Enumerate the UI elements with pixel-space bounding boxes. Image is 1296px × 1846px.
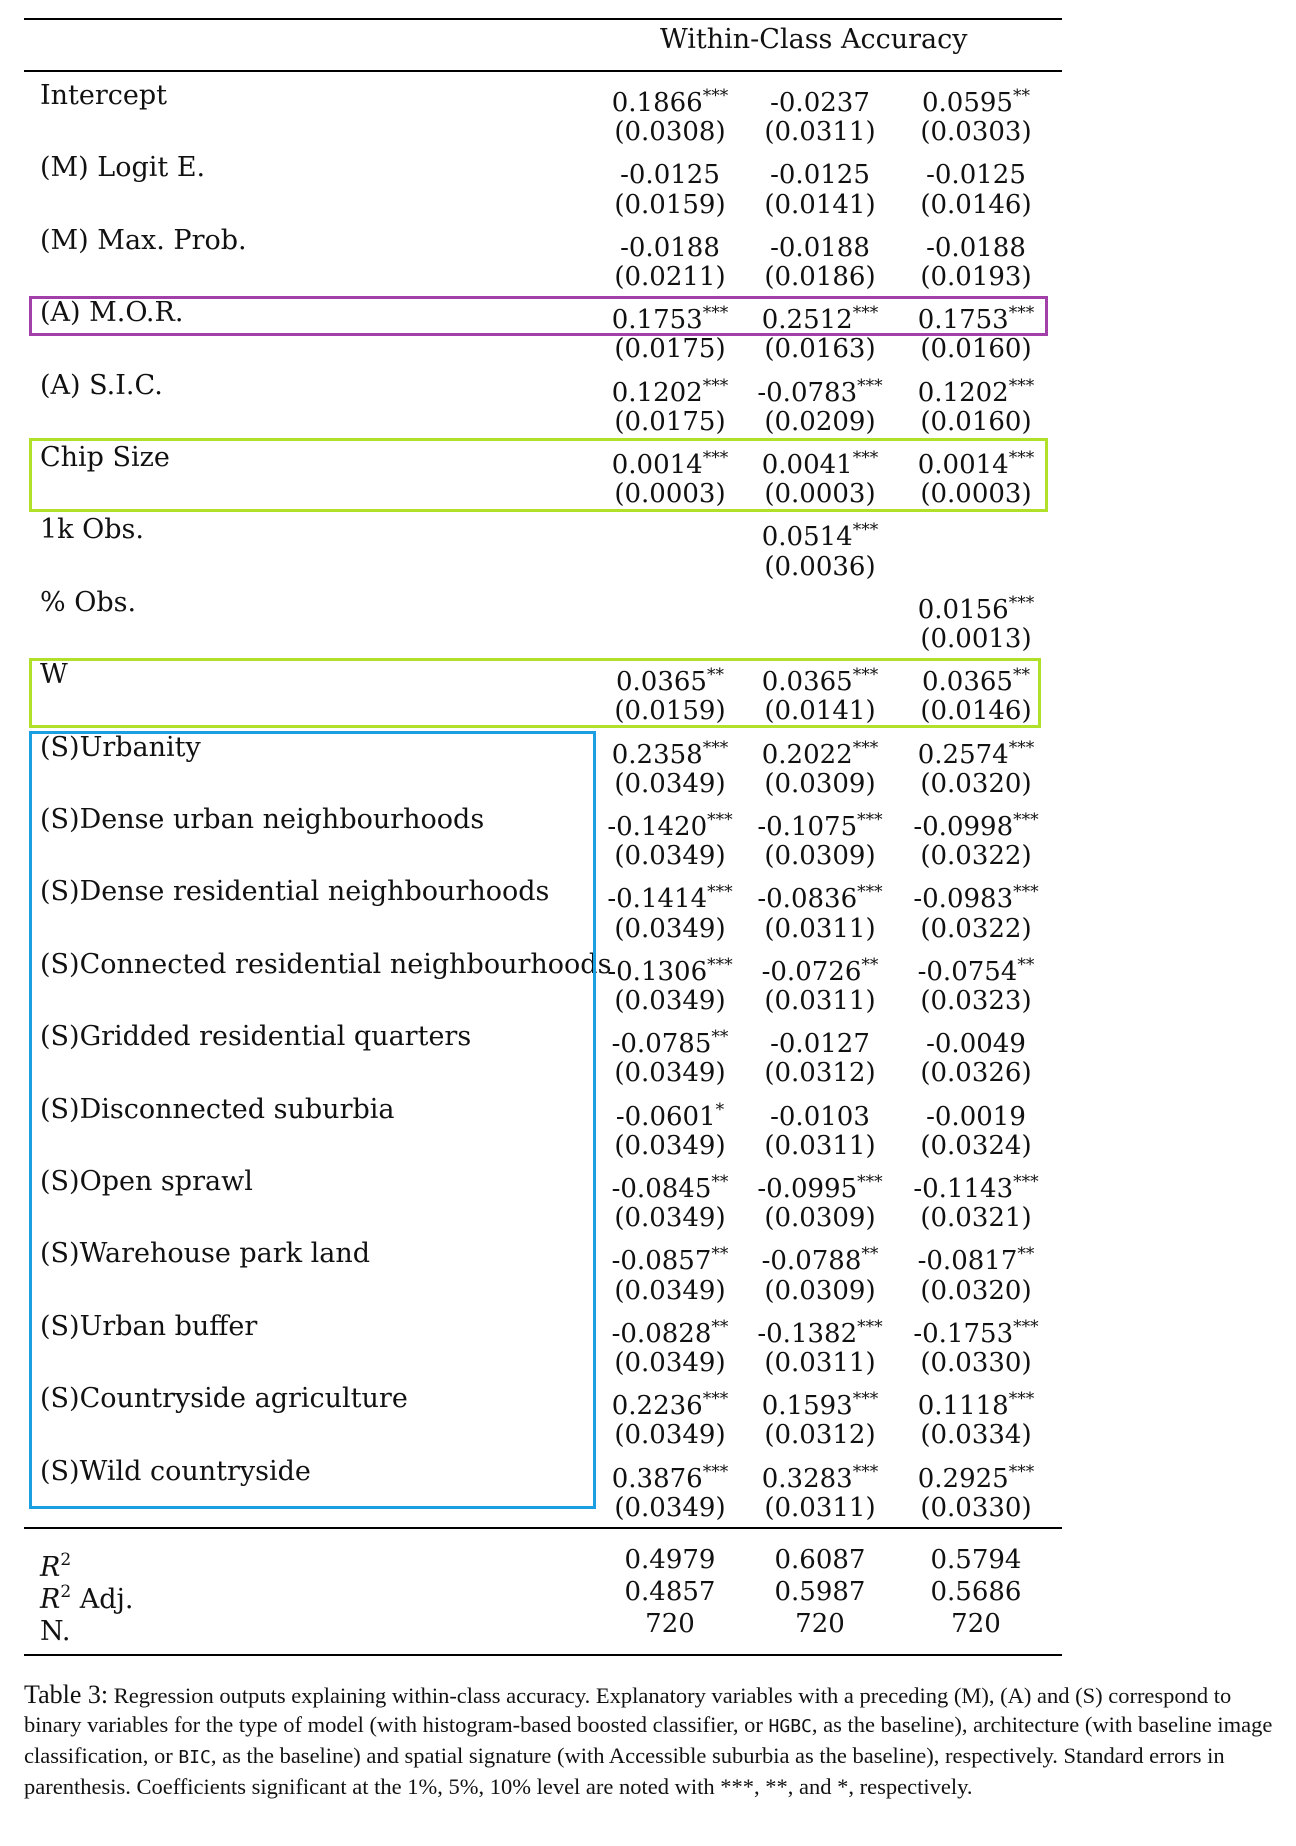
coefficient-value: -0.1753 [913,1318,1014,1349]
coefficient-value: -0.0754 [917,956,1018,987]
row-label: (S)Disconnected suburbia [40,1093,395,1125]
std-error-cell: (0.0211) [614,262,726,292]
significance-stars: *** [857,1316,883,1337]
std-error-cell: (0.0330) [920,1492,1032,1523]
stats-label-main: R [40,1552,61,1583]
stats-value: 720 [951,1609,1001,1639]
row-label: (S)Countryside agriculture [40,1383,408,1415]
coefficient-value: 0.1118 [917,1391,1009,1422]
row-label: (S)Open sprawl [40,1166,253,1197]
significance-stars: *** [702,737,729,758]
significance-stars: *** [1008,448,1035,468]
spatial-signature-highlight-box [29,731,596,1509]
coefficient-value: -0.1306 [607,956,708,987]
std-error-cell: (0.0349) [614,1275,726,1306]
significance-stars: ** [1017,954,1035,975]
row-label: % Obs. [40,586,137,618]
std-error-row [0,331,1296,367]
coefficient-value: -0.1075 [757,812,858,842]
coefficient-value: 0.0365 [922,667,1013,698]
coefficient-value: -0.0828 [611,1318,712,1349]
coefficient-value: 0.0014 [917,450,1009,480]
std-error-cell: (0.0349) [614,986,726,1016]
significance-stars: ** [861,1244,879,1265]
coefficient-value: 0.0365 [616,667,707,698]
significance-stars: *** [1013,1172,1039,1192]
std-error-cell: (0.0003) [920,479,1032,510]
std-error-row [0,259,1296,295]
significance-stars: *** [702,1461,729,1482]
std-error-cell: (0.0349) [614,1203,726,1234]
stats-label-main: N. [40,1616,71,1647]
significance-stars: ** [711,1244,729,1265]
mor-highlight-box [29,296,1048,336]
std-error-cell: (0.0322) [920,913,1032,944]
significance-stars: ** [1012,86,1030,106]
row-label: (S)Urbanity [40,731,201,763]
std-error-cell: (0.0324) [920,1130,1032,1161]
std-error-cell: (0.0160) [920,334,1032,365]
coefficient-value: -0.0845 [611,1174,712,1204]
significance-stars: *** [1008,737,1035,758]
stats-row [0,1574,1296,1615]
std-error-row [0,549,1296,585]
std-error-cell: (0.0311) [764,1348,876,1378]
row-label: (S)Dense urban neighbourhoods [40,804,485,835]
table-caption [24,1680,1294,1801]
coefficient-value: -0.0188 [926,232,1026,263]
table-row [0,150,1296,191]
table-row [0,78,1296,118]
row-label: (S)Dense residential neighbourhoods [40,876,550,908]
coefficient-value: 0.1593 [761,1391,853,1422]
std-error-cell: (0.0311) [764,1130,876,1161]
std-error-cell: (0.0322) [920,841,1032,872]
std-error-row [0,187,1296,223]
w-highlight-box [29,658,1041,728]
std-error-cell: (0.0309) [764,1275,876,1306]
coefficient-value: 0.0041 [761,450,853,480]
stats-label-main: R [40,1584,61,1615]
table-row [0,512,1296,553]
std-error-cell: (0.0311) [764,1492,876,1523]
row-label: (S)Warehouse park land [40,1238,371,1270]
significance-stars: *** [1013,810,1039,830]
std-error-cell: (0.0312) [764,1420,876,1451]
coefficient-value: 0.1202 [611,377,703,408]
stats-row [0,1542,1296,1583]
coefficient-value: -0.0857 [611,1246,712,1277]
std-error-cell: (0.0349) [614,913,726,944]
significance-stars: *** [1008,1389,1035,1410]
significance-stars: *** [852,520,879,541]
std-error-cell: (0.0349) [614,1492,726,1523]
stats-value: 0.4857 [624,1577,716,1607]
std-error-cell: (0.0311) [764,913,876,944]
coefficient-value: -0.1382 [757,1318,858,1349]
std-error-cell: (0.0013) [920,624,1032,654]
significance-stars: *** [702,375,729,396]
coefficient-value: -0.0188 [620,232,720,263]
chip-size-highlight-box [29,438,1048,512]
significance-stars: *** [852,448,879,468]
coefficient-value: -0.0836 [757,884,858,915]
stats-label-superscript: 2 [60,1550,72,1570]
std-error-cell: (0.0311) [764,986,876,1016]
top-rule [24,18,1062,20]
coefficient-value: 0.1753 [611,305,703,336]
stats-value: 0.5987 [774,1577,866,1607]
std-error-cell: (0.0003) [764,479,876,510]
significance-stars: *** [702,1389,729,1410]
header-rule [24,70,1062,72]
coefficient-value: -0.1414 [607,884,708,915]
significance-stars: *** [852,665,879,686]
coefficient-value: -0.0783 [757,377,858,408]
stats-value: 0.4979 [624,1545,716,1575]
row-label: (S)Urban buffer [40,1310,258,1342]
coefficient-value: 0.0595 [922,88,1013,118]
significance-stars: ** [711,1316,729,1337]
significance-stars: *** [707,882,733,903]
coefficient-value: -0.0125 [620,160,720,191]
std-error-cell: (0.0349) [614,1058,726,1089]
row-label: (M) Max. Prob. [40,224,247,256]
std-error-row [0,621,1296,657]
coefficient-value: -0.1420 [607,812,708,842]
coefficient-value: -0.0788 [761,1246,862,1277]
coefficient-value: -0.0237 [770,88,870,118]
significance-stars: *** [1013,882,1039,903]
stats-rule [24,1527,1062,1529]
significance-stars: *** [857,810,883,830]
significance-stars: *** [1008,1461,1035,1482]
significance-stars: *** [1008,303,1035,324]
coefficient-value: -0.0127 [770,1029,870,1060]
significance-stars: * [715,1099,725,1120]
row-label: (A) S.I.C. [40,369,163,401]
caption-label: Table 3: [24,1680,109,1709]
std-error-cell: (0.0349) [614,1348,726,1378]
coefficient-value: -0.0995 [757,1174,858,1204]
significance-stars: *** [707,810,733,830]
std-error-cell: (0.0146) [920,189,1032,220]
std-error-cell: (0.0186) [764,262,876,292]
std-error-cell: (0.0209) [764,406,876,437]
coefficient-value: 0.0514 [761,522,853,553]
coefficient-value: 0.0014 [611,450,703,480]
std-error-cell: (0.0349) [614,841,726,872]
std-error-cell: (0.0349) [614,768,726,799]
caption-text-3: , as the baseline) and spatial signature (with Accessible suburbia as the baseline), respectively. Standard errors in parenthesis. Coefficients significant at the 1%, 5%, 10% level are noted with ***, **, and *, respectively. [24,1743,1225,1799]
coefficient-value: 0.2022 [761,739,853,770]
significance-stars: *** [702,448,729,468]
std-error-cell: (0.0349) [614,1420,726,1451]
coefficient-value: -0.0125 [926,160,1026,191]
row-label: 1k Obs. [40,514,144,546]
significance-stars: *** [1008,375,1035,396]
std-error-cell: (0.0311) [764,117,876,148]
stats-value: 720 [795,1609,845,1639]
row-label: Intercept [40,80,168,111]
significance-stars: *** [702,86,729,106]
std-error-cell: (0.0309) [764,841,876,872]
stats-label-superscript: 2 [60,1582,72,1602]
std-error-cell: (0.0003) [614,479,726,510]
std-error-cell: (0.0320) [920,768,1032,799]
std-error-cell: (0.0308) [614,117,726,148]
row-label: Chip Size [40,442,170,473]
table-row [0,223,1296,263]
significance-stars: ** [1017,1244,1035,1265]
std-error-cell: (0.0159) [614,696,726,727]
coefficient-value: -0.0049 [926,1029,1026,1060]
row-label: (M) Logit E. [40,152,206,184]
significance-stars: ** [706,665,724,686]
std-error-cell: (0.0303) [920,117,1032,148]
significance-stars: *** [852,303,879,324]
std-error-cell: (0.0175) [614,334,726,365]
stats-value: 0.5794 [930,1545,1022,1575]
significance-stars: *** [852,737,879,758]
std-error-cell: (0.0141) [764,189,876,220]
row-label: (S)Wild countryside [40,1455,311,1487]
coefficient-value: 0.2358 [611,739,703,770]
coefficient-value: 0.1866 [611,88,703,118]
significance-stars: ** [1012,665,1030,686]
coefficient-value: 0.3283 [761,1463,853,1494]
std-error-cell: (0.0163) [764,334,876,365]
coefficient-value: 0.1753 [917,305,1009,336]
coefficient-value: 0.0365 [761,667,853,698]
coefficient-value: 0.2574 [917,739,1009,770]
coefficient-value: -0.0983 [913,884,1014,915]
caption-code-bic: BIC [178,1747,211,1768]
coefficient-value: 0.2925 [917,1463,1009,1494]
std-error-cell: (0.0159) [614,189,726,220]
bottom-rule [24,1654,1062,1656]
table-row [0,368,1296,408]
std-error-cell: (0.0323) [920,986,1032,1016]
row-label: (A) M.O.R. [40,297,184,329]
column-group-header: Within-Class Accuracy [660,24,968,55]
stats-label [40,1606,70,1650]
stats-value: 0.6087 [774,1545,866,1575]
coefficient-value: -0.0817 [917,1246,1018,1277]
significance-stars: *** [707,954,733,975]
significance-stars: *** [857,1172,883,1192]
coefficient-value: 0.2236 [611,1391,703,1422]
caption-text-2: , as the baseline), architecture (with baseline image classification, or [24,1712,1273,1768]
coefficient-value: 0.1202 [917,377,1009,408]
significance-stars: ** [711,1172,729,1192]
coefficient-value: 0.2512 [761,305,853,336]
significance-stars: *** [852,1389,879,1410]
coefficient-value: -0.0998 [913,812,1014,842]
std-error-cell: (0.0349) [614,1130,726,1161]
coefficient-value: 0.3876 [611,1463,703,1494]
coefficient-value: -0.0019 [926,1101,1026,1132]
coefficient-value: -0.0125 [770,160,870,191]
std-error-cell: (0.0334) [920,1420,1032,1451]
caption-code-hgbc: HGBC [768,1716,812,1737]
significance-stars: *** [857,882,883,903]
std-error-cell: (0.0330) [920,1348,1032,1378]
std-error-row [0,114,1296,150]
std-error-cell: (0.0160) [920,406,1032,437]
significance-stars: *** [702,303,729,324]
stats-label-suffix: Adj. [71,1584,134,1615]
std-error-cell: (0.0309) [764,768,876,799]
std-error-cell: (0.0141) [764,696,876,727]
std-error-cell: (0.0320) [920,1275,1032,1306]
std-error-cell: (0.0175) [614,406,726,437]
coefficient-value: -0.0188 [770,232,870,263]
std-error-cell: (0.0321) [920,1203,1032,1234]
caption-text-1: Regression outputs explaining within-class accuracy. Explanatory variables with a preceding (M), (A) and (S) correspond to binary variables for the type of model (with histogram-based boosted classifier, or [24,1683,1232,1737]
coefficient-value: 0.0156 [917,594,1009,625]
std-error-row [0,404,1296,440]
row-label: (S)Gridded residential quarters [40,1021,472,1053]
coefficient-value: -0.0785 [611,1029,712,1060]
coefficient-value: -0.0103 [770,1101,870,1132]
coefficient-value: -0.0726 [761,956,862,987]
table-row [0,585,1296,625]
stats-value: 0.5686 [930,1577,1022,1607]
significance-stars: *** [1013,1316,1039,1337]
coefficient-value: -0.0601 [615,1101,716,1132]
stats-row [0,1606,1296,1647]
significance-stars: ** [711,1027,729,1048]
significance-stars: *** [852,1461,879,1482]
significance-stars: *** [857,375,883,396]
significance-stars: ** [861,954,879,975]
std-error-cell: (0.0309) [764,1203,876,1234]
std-error-cell: (0.0036) [764,551,876,582]
std-error-cell: (0.0193) [920,262,1032,292]
std-error-cell: (0.0312) [764,1058,876,1089]
stats-value: 720 [645,1609,695,1639]
coefficient-value: -0.1143 [913,1174,1014,1204]
significance-stars: *** [1008,592,1035,613]
std-error-cell: (0.0326) [920,1058,1032,1089]
std-error-cell: (0.0146) [920,696,1032,727]
row-label: (S)Connected residential neighbourhoods [40,948,612,980]
row-label: W [40,659,68,691]
